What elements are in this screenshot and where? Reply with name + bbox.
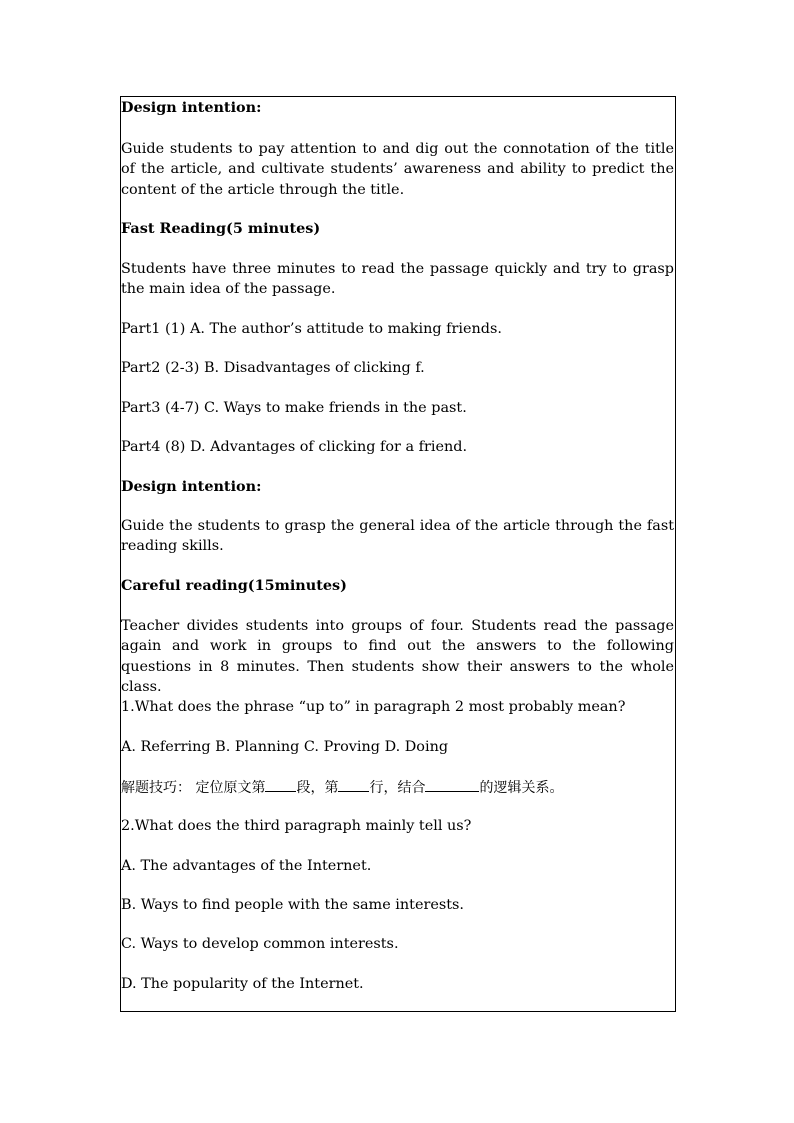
tip-part-4: 的逻辑关系。: [479, 780, 564, 796]
design-intention-text-1: Guide students to pay attention to and dig out the connotation of the title of the article, and cultivate students’ awareness and ability to predict the content of the article through the title.: [121, 141, 674, 198]
fast-reading-intro: Students have three minutes to read the passage quickly and try to grasp the main idea of the passage.: [121, 261, 674, 298]
blank-context: [425, 776, 479, 792]
lesson-plan-cell: [120, 96, 676, 1012]
question-2-option-d: D. The popularity of the Internet.: [121, 976, 364, 992]
fast-reading-part-3: Part3 (4-7) C. Ways to make friends in the past.: [121, 400, 467, 416]
question-2-option-c: C. Ways to develop common interests.: [121, 936, 399, 952]
tip-part-3: 行，结合: [369, 780, 426, 796]
question-2-option-a: A. The advantages of the Internet.: [121, 858, 372, 874]
design-intention-text-2: Guide the students to grasp the general idea of the article through the fast reading skills.: [121, 518, 674, 555]
blank-paragraph: [265, 776, 296, 792]
fast-reading-part-2: Part2 (2-3) B. Disadvantages of clicking f.: [121, 360, 425, 376]
question-2-option-b: B. Ways to find people with the same interests.: [121, 897, 464, 913]
design-intention-heading-2: Design intention:: [121, 478, 262, 495]
fast-reading-heading: Fast Reading(5 minutes): [121, 220, 321, 237]
fast-reading-part-1: Part1 (1) A. The author’s attitude to making friends.: [121, 321, 502, 337]
problem-solving-tip: [121, 776, 674, 798]
question-2: 2.What does the third paragraph mainly tell us?: [121, 818, 472, 834]
careful-reading-intro: Teacher divides students into groups of four. Students read the passage again and work in groups to find out the answers to the following questions in 8 minutes. Then students show their answers to the whole class.: [121, 618, 674, 696]
question-1-options: A. Referring B. Planning C. Proving D. Doing: [121, 739, 449, 755]
question-1: 1.What does the phrase “up to” in paragraph 2 most probably mean?: [121, 699, 626, 715]
design-intention-heading-1: Design intention:: [121, 99, 262, 116]
careful-reading-heading: Careful reading(15minutes): [121, 577, 347, 594]
tip-part-1: 解题技巧： 定位原文第: [121, 780, 266, 796]
tip-part-2: 段，第: [296, 780, 339, 796]
blank-line: [338, 776, 369, 792]
fast-reading-part-4: Part4 (8) D. Advantages of clicking for a friend.: [121, 439, 468, 455]
